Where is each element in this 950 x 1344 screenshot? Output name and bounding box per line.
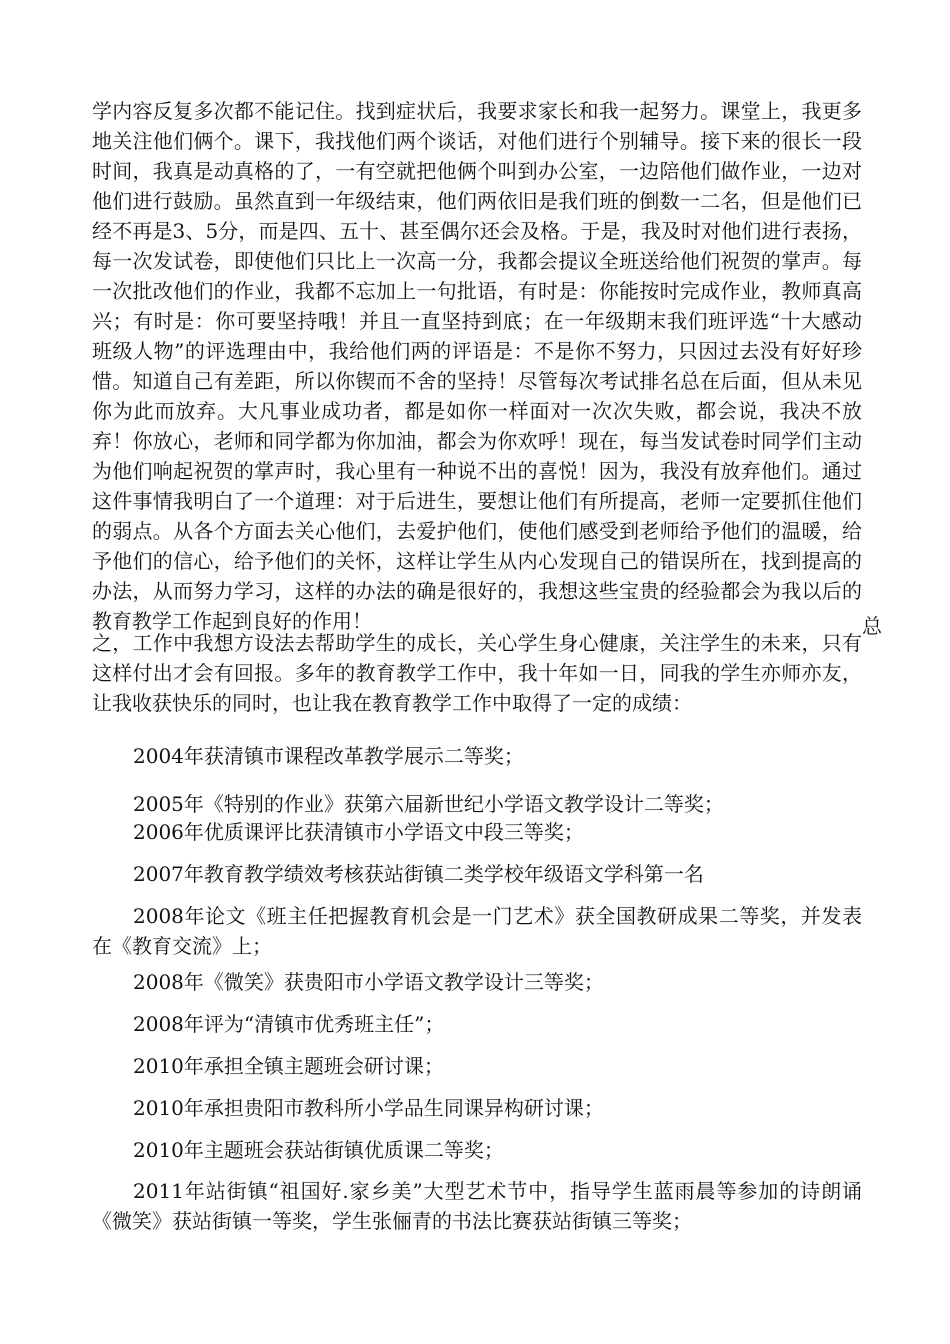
award-item-2005: 2005年《特别的作业》获第六届新世纪小学语文教学设计二等奖； [133,792,724,816]
award-item-2008-smile: 2008年《微笑》获贵阳市小学语文教学设计三等奖； [133,970,604,994]
award-item-2007: 2007年教育教学绩效考核获站街镇二类学校年级语文学科第一名 [133,862,704,886]
summary-paragraph: 之，工作中我想方设法去帮助学生的成长，关心学生身心健康，关注学生的未来，只有这样付出才会有回报。多年的教育教学工作中，我十年如一日，同我的学生亦师亦友，让我收获快乐的同时，也让我在教育教学工作中取得了一定的成绩： [92,631,862,715]
award-item-2010-quality: 2010年主题班会获站街镇优质课二等奖； [133,1138,504,1162]
award-item-2010-research: 2010年承担贵阳市教科所小学品生同课异构研讨课； [133,1096,604,1120]
award-item-2006: 2006年优质课评比获清镇市小学语文中段三等奖； [133,820,584,844]
line-end-character: 总 [862,614,882,638]
award-item-2008-paper: 2008年论文《班主任把握教育机会是一门艺术》获全国教研成果二等奖，并发表在《教育交流》上； [92,904,862,958]
award-item-2011: 2011年站街镇“祖国好.家乡美”大型艺术节中，指导学生蓝雨晨等参加的诗朗诵《微笑》获站街镇一等奖，学生张俪青的书法比赛获站街镇三等奖； [92,1179,862,1233]
award-item-2004: 2004年获清镇市课程改革教学展示二等奖； [133,744,524,768]
award-item-2010-class-meeting: 2010年承担全镇主题班会研讨课； [133,1054,444,1078]
main-paragraph: 学内容反复多次都不能记住。找到症状后，我要求家长和我一起努力。课堂上，我更多地关注他们俩个。课下，我找他们两个谈话，对他们进行个别辅导。接下来的很长一段时间，我真是动真格的了，一有空就把他俩个叫到办公室，一边陪他们做作业，一边对他们进行鼓励。虽然直到一年级结束，他们两依旧是我们班的倒数一二名，但是他们已经不再是3、5分，而是四、五十、甚至偶尔还会及格。于是，我及时对他们进行表扬，每一次发试卷，即使他们只比上一次高一分，我都会提议全班送给他们祝贺的掌声。每一次批改他们的作业，我都不忘加上一句批语，有时是：你能按时完成作业，教师真高兴；有时是：你可要坚持哦！并且一直坚持到底；在一年级期末我们班评选“十大感动班级人物”的评选理由中，我给他们两的评语是：不是你不努力，只因过去没有好好珍惜。知道自己有差距，所以你锲而不舍的坚持！尽管每次考试排名总在后面，但从未见你为此而放弃。大凡事业成功者，都是如你一样面对一次次失败，都会说，我决不放弃！你放心，老师和同学都为你加油，都会为你欢呼！现在，每当发试卷时同学们主动为他们响起祝贺的掌声时，我心里有一种说不出的喜悦！因为，我没有放弃他们。通过这件事情我明白了一个道理：对于后进生，要想让他们有所提高，老师一定要抓住他们的弱点。从各个方面去关心他们，去爱护他们，使他们感受到老师给予他们的温暖，给予他们的信心，给予他们的关怀，这样让学生从内心发现自己的错误所在，找到提高的办法，从而努力学习，这样的办法的确是很好的，我想这些宝贵的经验都会为我以后的教育教学工作起到良好的作用！ [92,99,862,633]
award-item-2008-teacher: 2008年评为“清镇市优秀班主任”； [133,1012,445,1036]
